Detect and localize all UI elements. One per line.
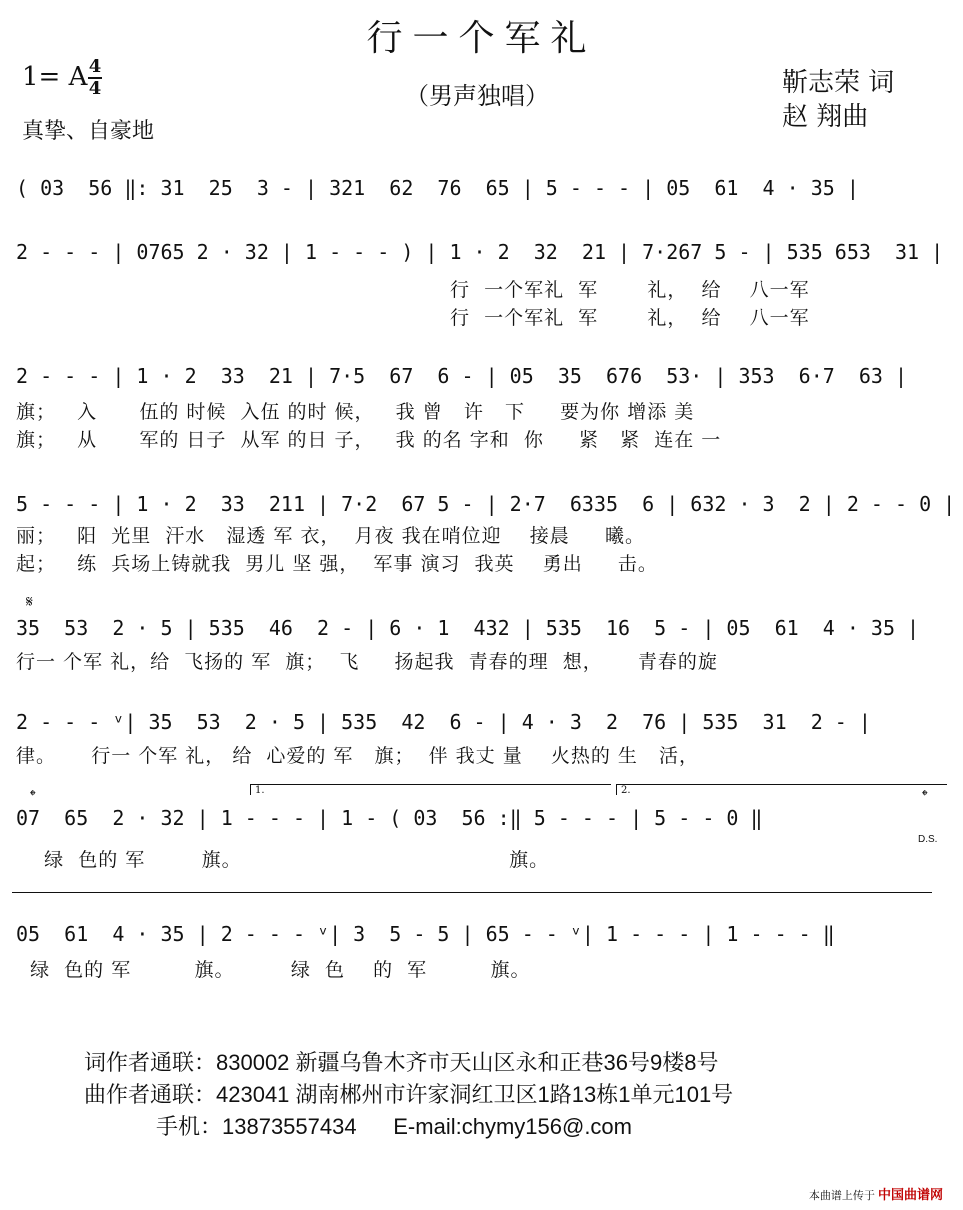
composer-contact: 曲作者通联：423041 湖南郴州市许家洞红卫区1路13栋1单元101号 <box>84 1082 734 1107</box>
volta-1-label: 1. <box>255 785 265 796</box>
site-brand-logo: 中国曲谱网 <box>877 1187 943 1202</box>
lyric-line-7: 绿 色的 军 旗。 旗。 <box>16 849 550 871</box>
notation-staff-4: 5 - - - | 1 · 2 33 211 | 7·2 67 5 - | 2·7 6335 6 | 632 · 3 2 | 2 - - 0 | <box>16 492 956 516</box>
footer-text: 本曲谱上传于 <box>808 1190 875 1202</box>
upload-source-footer <box>809 1184 943 1203</box>
segno-sign: 𝄋 <box>26 592 33 611</box>
composer-credit: 赵 翔曲 <box>782 102 869 132</box>
notation-staff-2: 2 - - - | 0765 2 · 32 | 1 - - - ) | 1 · 2 32 21 | 7·267 5 - | 535 653 31 | <box>16 240 944 264</box>
volta-2-label: 2. <box>621 785 631 796</box>
lyric-line-2-verse-1: 行 一个军礼 军 礼， 给 八一军 <box>450 279 810 301</box>
lyric-line-4-verse-2: 起； 练 兵场上铸就我 男儿 坚 强， 军事 演习 我英 勇出 击。 <box>16 553 658 575</box>
coda-sign-left: 𝄌 <box>30 786 36 805</box>
notation-staff-7: 07 65 2 · 32 | 1 - - - | 1 - ( 03 56 :‖ 5 - - - | 5 - - 0 ‖ <box>16 806 763 830</box>
lyricist-contact: 词作者通联：830002 新疆乌鲁木齐市天山区永和正巷36号9楼8号 <box>84 1050 719 1075</box>
lyric-line-3-verse-2: 旗； 从 军的 日子 从军 的日 子， 我 的名 字和 你 紧 紧 连在 一 <box>16 429 722 451</box>
lyric-line-6: 律。 行一 个军 礼， 给 心爱的 军 旗； 伴 我丈 量 火热的 生 活， <box>16 745 700 767</box>
song-title: 行一个军礼 <box>366 18 597 59</box>
lyric-line-8: 绿 色的 军 旗。 绿 色 的 军 旗。 <box>16 959 531 981</box>
lyric-line-3-verse-1: 旗； 入 伍的 时候 入伍 的时 候， 我 曾 许 下 要为你 增添 美 <box>16 401 695 423</box>
lyric-line-4-verse-1: 丽； 阳 光里 汗水 湿透 军 衣， 月夜 我在哨位迎 接晨 曦。 <box>16 525 645 547</box>
volta-2-bracket <box>616 784 947 795</box>
notation-staff-8: 05 61 4 · 35 | 2 - - - ᵛ| 3 5 - 5 | 65 - - ᵛ| 1 - - - | 1 - - - ‖ <box>16 922 835 946</box>
phone-email-contact: 手机：13873557434 E-mail:chymy156@.com <box>156 1114 632 1139</box>
time-signature-top: 4 <box>88 56 102 77</box>
lyric-line-2-verse-2: 行 一个军礼 军 礼， 给 八一军 <box>450 307 810 329</box>
time-signature <box>88 58 102 98</box>
coda-section-rule <box>12 892 932 893</box>
lyricist-credit: 靳志荣 词 <box>782 68 895 98</box>
dal-segno-marking: D.S. <box>918 834 938 845</box>
coda-sign-right: 𝄌 <box>922 786 928 805</box>
lyric-line-5: 行一 个军 礼，给 飞扬的 军 旗； 飞 扬起我 青春的理 想， 青春的旋 <box>16 651 718 673</box>
notation-staff-6: 2 - - - ᵛ| 35 53 2 · 5 | 535 42 6 - | 4 · 3 2 76 | 535 31 2 - | <box>16 710 871 734</box>
notation-staff-5: 35 53 2 · 5 | 535 46 2 - | 6 · 1 432 | 535 16 5 - | 05 61 4 · 35 | <box>16 616 920 640</box>
key-signature: 1= A <box>22 62 88 92</box>
volta-1-bracket <box>250 784 611 795</box>
time-signature-bottom: 4 <box>88 78 102 99</box>
notation-staff-3: 2 - - - | 1 · 2 33 21 | 7·5 67 6 - | 05 35 676 53· | 353 6·7 63 | <box>16 364 908 388</box>
notation-staff-1: ( 03 56 ‖: 31 25 3 - | 321 62 76 65 | 5 - - - | 05 61 4 · 35 | <box>16 176 859 200</box>
performance-subtitle: （男声独唱） <box>405 82 549 110</box>
tempo-mood-marking: 真挚、自豪地 <box>22 119 155 144</box>
